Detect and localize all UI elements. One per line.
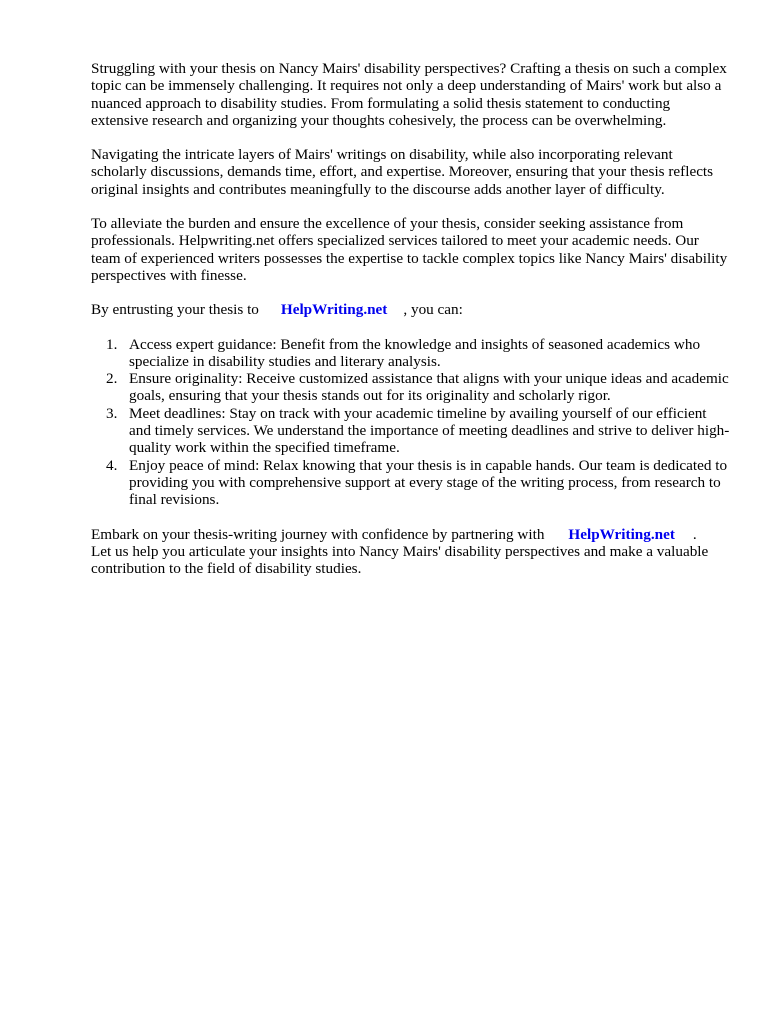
list-item-number: 4. <box>106 456 118 474</box>
helpwriting-link-top[interactable]: HelpWriting.net <box>280 301 388 319</box>
list-item <box>91 370 731 405</box>
document-page <box>91 60 731 577</box>
list-item <box>91 336 731 371</box>
entrust-suffix: , you can: <box>403 301 463 319</box>
list-item-number: 1. <box>106 335 118 353</box>
intro-paragraph: Struggling with your thesis on Nancy Mairs' disability perspectives? Crafting a thesis on such a complex topic can be immensely challenging. It requires not only a deep understanding of Mairs' work but also a nuanced approach to disability studies. From formulating a solid thesis statement to conducting extensive research and organizing your thoughts cohesively, the process can be overwhelming. <box>91 60 727 129</box>
benefits-list <box>91 336 731 509</box>
list-item-text: Ensure originality: Receive customized assistance that aligns with your unique ideas and academic goals, ensuring that your thesis stands out for its originality and scholarly rigor. <box>129 370 729 405</box>
closing-text: Embark on your thesis-writing journey with confidence by partnering with <box>91 525 545 543</box>
list-item-number: 3. <box>106 404 118 422</box>
helpwriting-link-bottom[interactable]: HelpWriting.net <box>568 525 675 543</box>
list-item-text: Meet deadlines: Stay on track with your academic timeline by availing yourself of our efficient and timely services. We understand the importance of meeting deadlines and strive to deliver high-quality work within the specified timeframe. <box>129 404 730 457</box>
list-item-number: 2. <box>106 370 118 388</box>
challenge-paragraph: Navigating the intricate layers of Mairs' writings on disability, while also incorporating relevant scholarly discussions, demands time, effort, and expertise. Moreover, ensuring that your thesis reflects original insights and contributes meaningfully to the discourse adds another layer of difficulty. <box>91 146 714 198</box>
list-item-text: Enjoy peace of mind: Relax knowing that your thesis is in capable hands. Our team is dedicated to providing you with comprehensive support at every stage of the writing process, from research to final revisions. <box>129 456 728 509</box>
closing-period: . <box>692 525 697 543</box>
entrust-paragraph <box>91 301 731 318</box>
list-item <box>91 457 731 509</box>
assistance-paragraph: To alleviate the burden and ensure the excellence of your thesis, consider seeking assistance from professionals. Helpwriting.net offers specialized services tailored to meet your academic needs. Our team of experienced writers possesses the expertise to tackle complex topics like Nancy Mairs' disability perspectives with finesse. <box>91 215 728 284</box>
list-item-text: Access expert guidance: Benefit from the knowledge and insights of seasoned academics who specialize in disability studies and literary analysis. <box>129 335 701 370</box>
closing-paragraph <box>91 526 731 578</box>
entrust-text: By entrusting your thesis to <box>91 301 259 319</box>
list-item <box>91 405 731 457</box>
closing-rest: Let us help you articulate your insights into Nancy Mairs' disability perspectives and make a valuable contribution to the field of disability studies. <box>91 542 709 578</box>
